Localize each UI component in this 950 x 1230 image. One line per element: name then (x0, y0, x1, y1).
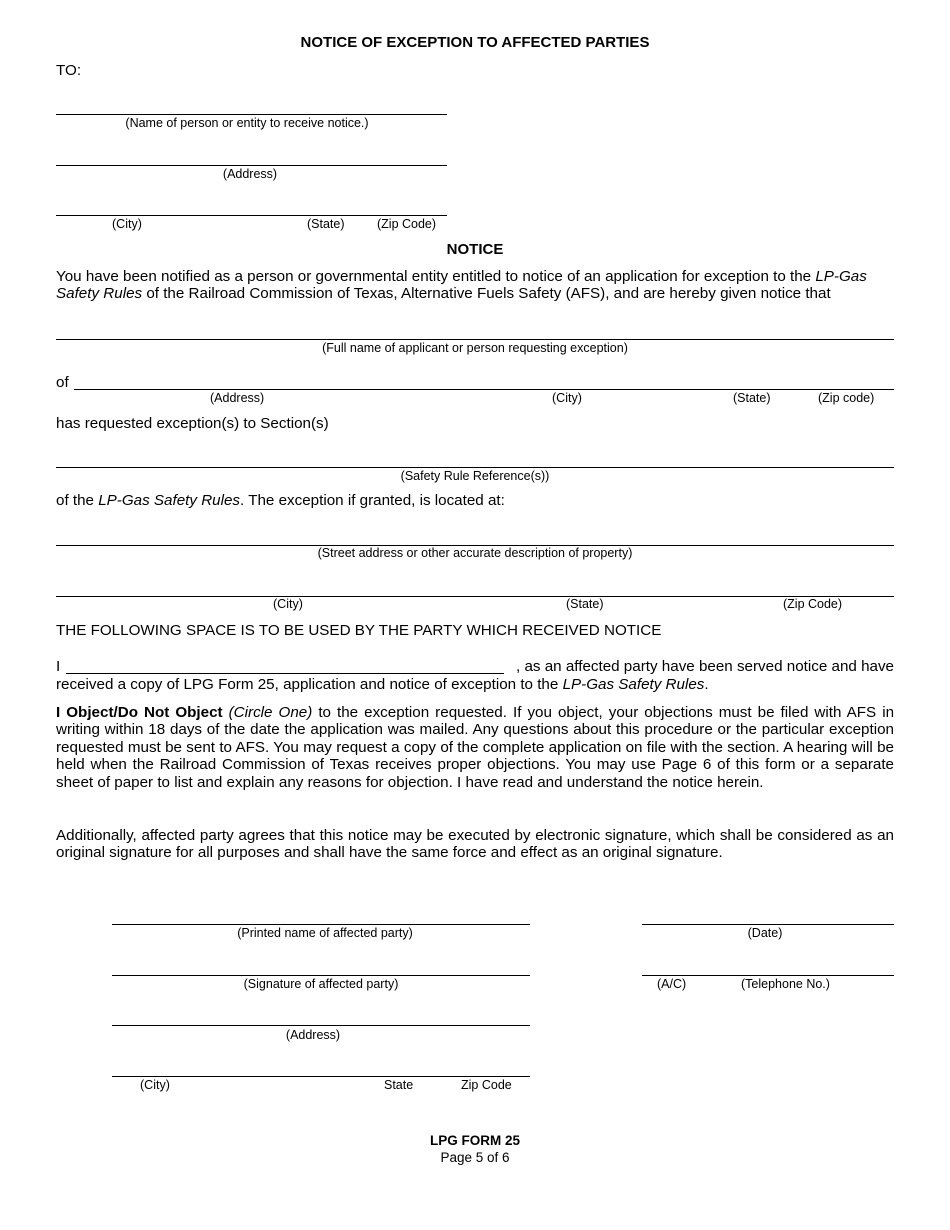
party-section-heading: THE FOLLOWING SPACE IS TO BE USED BY THE PARTY WHICH RECEIVED NOTICE (56, 622, 662, 639)
to-label: TO: (56, 62, 82, 79)
of-label: of (56, 374, 69, 391)
telephone-caption: (Telephone No.) (741, 977, 830, 991)
recipient-city-caption: (City) (112, 217, 142, 231)
recipient-zip-caption: (Zip Code) (377, 217, 437, 231)
rule-reference-line[interactable] (56, 467, 894, 468)
signature-address-caption: (Address) (285, 1028, 341, 1042)
objection-paragraph: I Object/Do Not Object (Circle One) to the exception requested. If you object, your objections must be filed with AFS in writing within 18 days of the date the application was mailed. Any questions about this procedure or the particular exception requested must be sent to AFS. You may request a copy of the complete application on file with the section. A hearing will be held when the Railroad Commission of Texas receives proper objections. You may use Page 6 of this form or a separate sheet of paper to list and explain any reasons for objection. I have read and understand the notice herein. (56, 704, 895, 791)
object-circle-option[interactable]: I Object/Do Not Object (56, 704, 223, 721)
received-text: received a copy of LPG Form 25, application and notice of exception to the LP-Gas Safety Rules. (56, 676, 709, 693)
recipient-name-line[interactable] (56, 114, 447, 115)
recipient-state-caption: (State) (307, 217, 345, 231)
page-title: NOTICE OF EXCEPTION TO AFFECTED PARTIES (300, 34, 650, 51)
signature-caption: (Signature of affected party) (243, 977, 399, 991)
recipient-city-line[interactable] (56, 215, 447, 216)
applicant-city-caption: (City) (552, 391, 582, 405)
page-number: Page 5 of 6 (440, 1150, 510, 1165)
party-name-line[interactable] (66, 673, 504, 674)
area-code-caption: (A/C) (657, 977, 687, 991)
signature-zip-caption: Zip Code (461, 1078, 512, 1092)
applicant-address-caption: (Address) (210, 391, 265, 405)
applicant-name-line[interactable] (56, 339, 894, 340)
signature-city-caption: (City) (140, 1078, 170, 1092)
signature-line[interactable] (112, 975, 530, 976)
located-text: of the LP-Gas Safety Rules. The exception if granted, is located at: (56, 492, 505, 509)
printed-name-line[interactable] (112, 924, 530, 925)
sections-text: has requested exception(s) to Section(s) (56, 415, 329, 432)
recipient-address-caption: (Address) (222, 167, 278, 181)
applicant-address-line[interactable] (74, 389, 894, 390)
esignature-paragraph: Additionally, affected party agrees that this notice may be executed by electronic signature, which shall be considered as an original signature for all purposes and shall have the same force and effect as an original signature. (56, 827, 894, 862)
signature-state-caption: State (384, 1078, 414, 1092)
printed-name-caption: (Printed name of affected party) (237, 926, 413, 940)
applicant-name-caption: (Full name of applicant or person requesting exception) (322, 341, 628, 355)
applicant-zip-caption: (Zip code) (818, 391, 875, 405)
telephone-line[interactable] (642, 975, 894, 976)
location-city-line[interactable] (56, 596, 894, 597)
signature-address-line[interactable] (112, 1025, 530, 1026)
location-state-caption: (State) (566, 597, 604, 611)
signature-city-line[interactable] (112, 1076, 530, 1077)
date-caption: (Date) (747, 926, 783, 940)
rule-reference-caption: (Safety Rule Reference(s)) (400, 469, 550, 483)
applicant-state-caption: (State) (733, 391, 771, 405)
notice-intro: You have been notified as a person or governmental entity entitled to notice of an application for exception to the LP-Gas Safety Rules of the Railroad Commission of Texas, Alternative Fuels Safety (AFS), and are hereby given notice that (56, 268, 867, 303)
date-line[interactable] (642, 924, 894, 925)
form-name: LPG FORM 25 (429, 1133, 520, 1148)
street-address-caption: (Street address or other accurate description of property) (317, 546, 633, 560)
notice-heading: NOTICE (446, 241, 504, 258)
location-city-caption: (City) (273, 597, 303, 611)
recipient-address-line[interactable] (56, 165, 447, 166)
recipient-name-caption: (Name of person or entity to receive notice.) (125, 116, 369, 130)
i-label: I (56, 658, 61, 675)
served-text: , as an affected party have been served notice and have (516, 658, 894, 675)
location-zip-caption: (Zip Code) (783, 597, 843, 611)
